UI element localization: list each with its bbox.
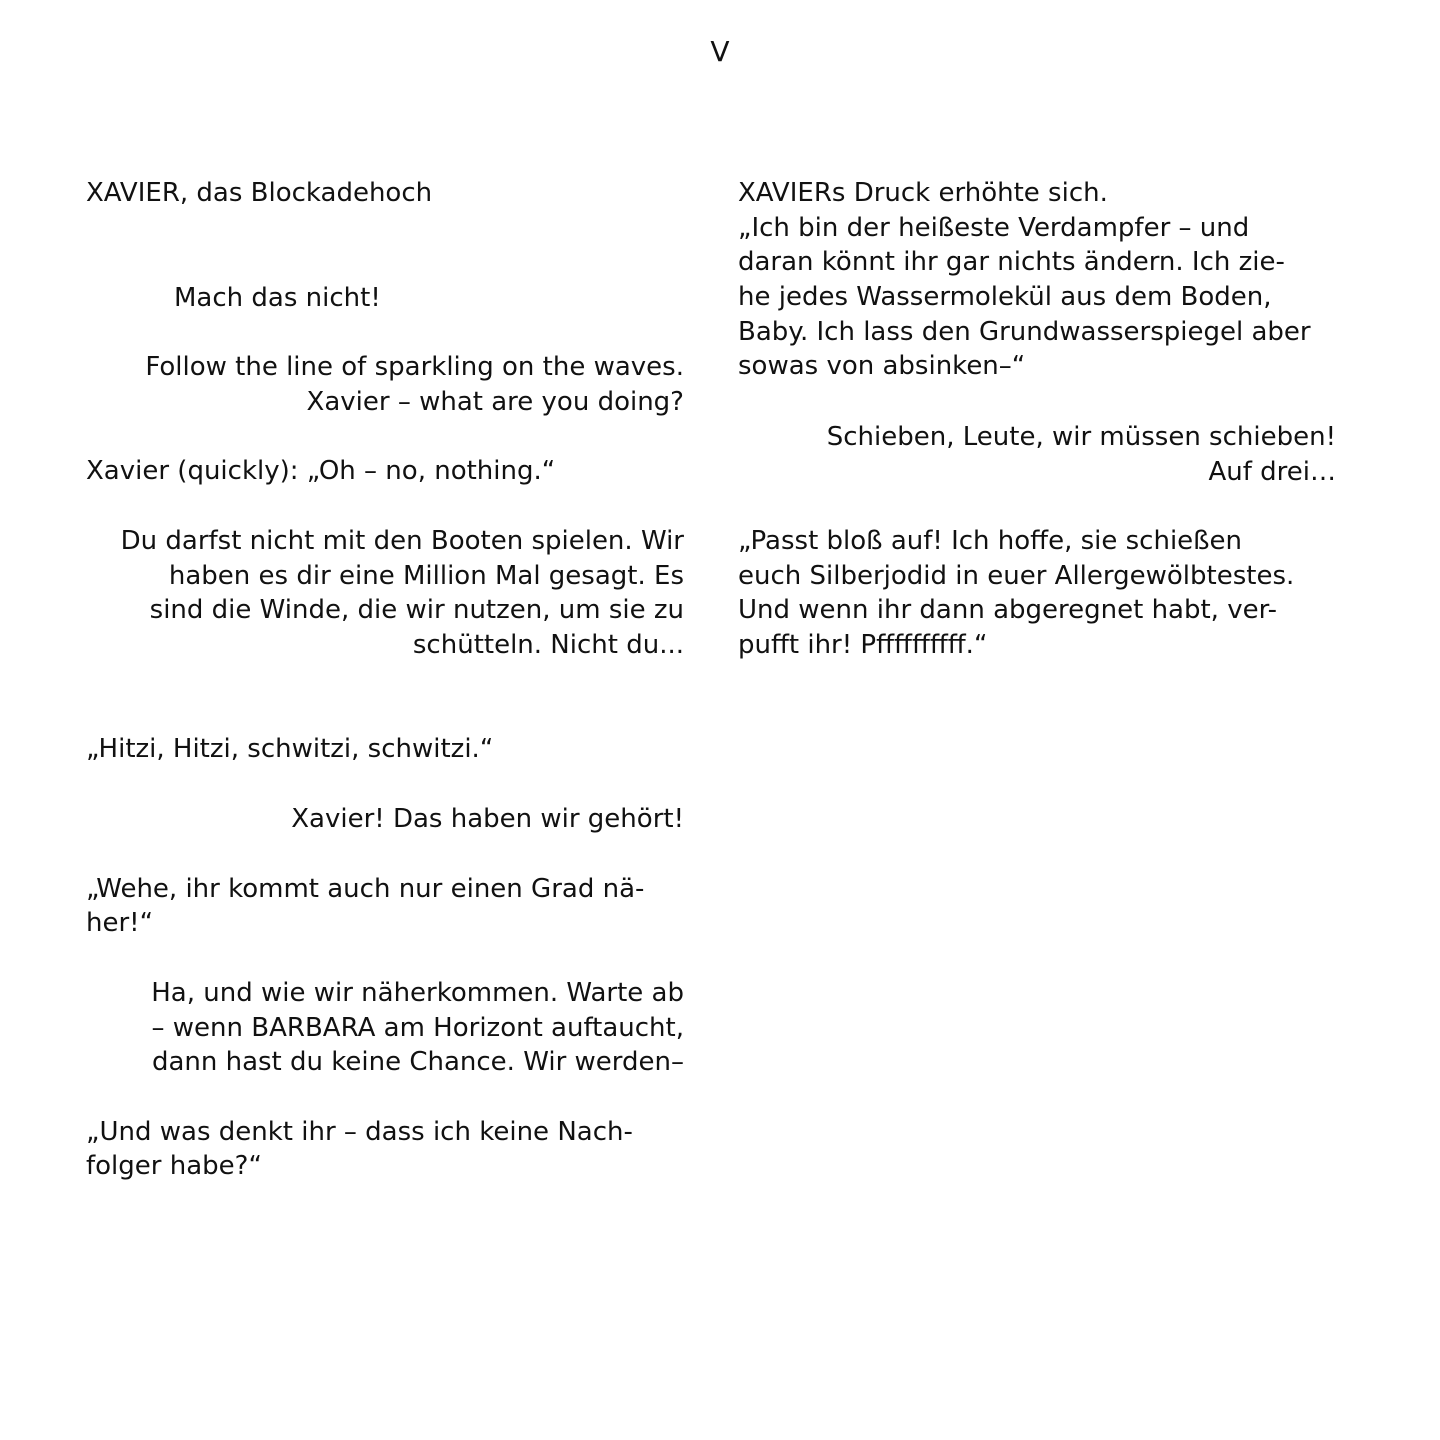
line-und-1: „Und was denkt ihr – dass ich keine Nach-	[86, 1117, 633, 1147]
line-und-2: folger habe?“	[86, 1151, 262, 1181]
line-darfst-2: haben es dir eine Million Mal gesagt. Es	[168, 561, 684, 591]
line-druck-2: „Ich bin der heißeste Verdampfer – und	[738, 213, 1250, 243]
line-schieben-2: Auf drei…	[1208, 457, 1336, 487]
line-schieben-1: Schieben, Leute, wir müssen schieben!	[826, 422, 1336, 452]
line-darfst-4: schütteln. Nicht du...	[412, 630, 684, 660]
line-wehe-1: „Wehe, ihr kommt auch nur einen Grad nä-	[86, 874, 645, 904]
line-druck-4: he jedes Wassermolekül aus dem Boden,	[738, 282, 1272, 312]
line-ha-2: – wenn BARBARA am Horizont auftaucht,	[151, 1013, 684, 1043]
line-ha-3: dann hast du keine Chance. Wir werden–	[151, 1047, 684, 1077]
line-druck-6: sowas von absinken–“	[738, 351, 1026, 381]
line-darfst-3: sind die Winde, die wir nutzen, um sie zu	[149, 595, 684, 625]
line-wehe-2: her!“	[86, 908, 154, 938]
scene-title: XAVIER, das Blockadehoch	[86, 178, 433, 208]
line-druck-3: daran könnt ihr gar nichts ändern. Ich zie-	[738, 247, 1285, 277]
line-passt-4: pufft ihr! Pffffffffff.“	[738, 630, 988, 660]
line-druck-5: Baby. Ich lass den Grundwasserspiegel aber	[738, 317, 1311, 347]
line-passt-3: Und wenn ihr dann abgeregnet habt, ver-	[738, 595, 1277, 625]
line-druck-1: XAVIERs Druck erhöhte sich.	[738, 178, 1108, 208]
line-passt-2: euch Silberjodid in euer Allergewölbtestes.	[738, 561, 1295, 591]
line-darfst-1: Du darfst nicht mit den Booten spielen. Wir	[120, 526, 684, 556]
line-passt-1: „Passt bloß auf! Ich hoffe, sie schießen	[738, 526, 1243, 556]
line-hitzi: „Hitzi, Hitzi, schwitzi, schwitzi.“	[86, 734, 494, 764]
line-ha-1: Ha, und wie wir näherkommen. Warte ab	[151, 978, 684, 1008]
line-follow-2: Xavier – what are you doing?	[306, 387, 684, 417]
line-mach-das-nicht: Mach das nicht!	[174, 283, 381, 313]
section-heading: V	[710, 35, 730, 68]
line-follow-1: Follow the line of sparkling on the waves.	[145, 352, 684, 382]
line-gehoert: Xavier! Das haben wir gehört!	[291, 804, 684, 834]
line-quickly: Xavier (quickly): „Oh – no, nothing.“	[86, 456, 556, 486]
